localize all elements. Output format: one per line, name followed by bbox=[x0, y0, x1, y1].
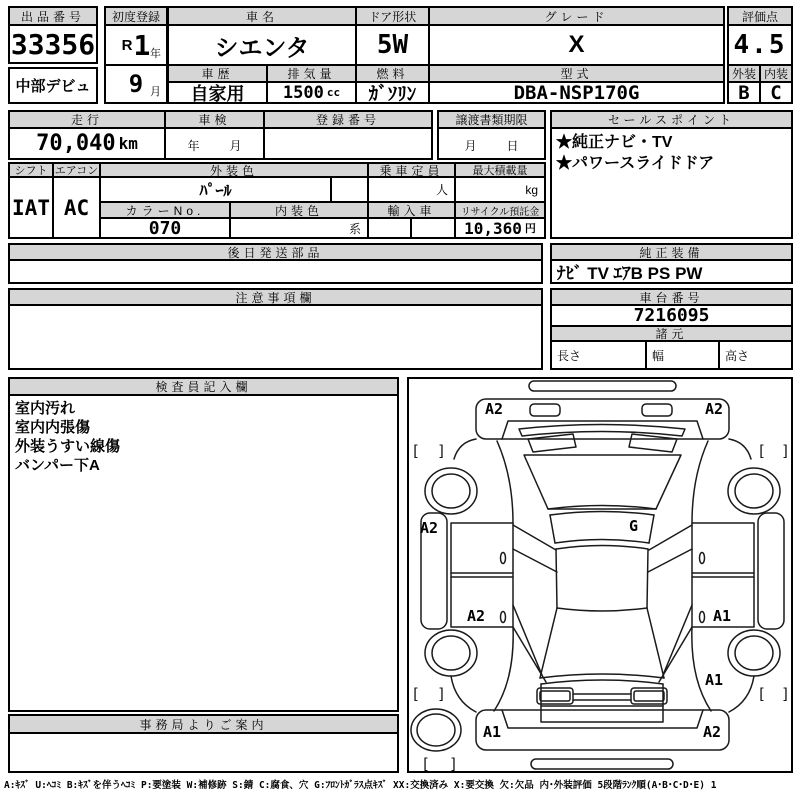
payload-value: kg bbox=[454, 176, 546, 203]
svg-text:]: ] bbox=[437, 685, 447, 703]
recycle-deposit-label: リサイクル預託金 bbox=[454, 201, 546, 219]
spec-width-cell: 幅 bbox=[645, 340, 720, 370]
svg-text:[: [ bbox=[757, 442, 767, 460]
shift-value: IAT bbox=[8, 176, 54, 239]
damage-mark-a2: A2 bbox=[467, 607, 486, 625]
damage-marks-layer bbox=[409, 379, 791, 771]
exterior-grade: B bbox=[727, 81, 761, 104]
interior-grade: C bbox=[759, 81, 793, 104]
inspector-note-line: バンパー下A bbox=[15, 457, 100, 474]
office-info-label: 事務局よりご案内 bbox=[8, 714, 399, 734]
reg-month-number: 9 bbox=[128, 70, 144, 98]
interior-color-value: 系 bbox=[229, 217, 369, 239]
damage-mark-a1: A1 bbox=[705, 671, 724, 689]
car-damage-diagram bbox=[407, 377, 793, 773]
score-label: 評価点 bbox=[727, 6, 793, 26]
svg-text:]: ] bbox=[437, 442, 447, 460]
factory-equipment-value: ﾅﾋﾞ TV ｴｱB PS PW bbox=[550, 259, 793, 284]
auction-number-value: 33356 bbox=[8, 24, 98, 64]
registration-number-value bbox=[263, 127, 433, 160]
svg-text:[: [ bbox=[757, 685, 767, 703]
recycle-unit: 円 bbox=[524, 222, 536, 235]
score-value: 4.5 bbox=[727, 24, 793, 66]
history-value: 自家用 bbox=[167, 81, 268, 104]
exterior-color-label: 外装色 bbox=[99, 162, 369, 178]
recycle-amount: 10,360 bbox=[464, 218, 522, 238]
inspector-notes-label: 検査員記入欄 bbox=[8, 377, 399, 396]
svg-text:]: ] bbox=[449, 755, 459, 771]
color-number-value: 070 bbox=[99, 217, 231, 239]
chassis-number-label: 車台番号 bbox=[550, 288, 793, 306]
shaken-value bbox=[164, 127, 265, 160]
first-registration-year bbox=[104, 24, 168, 66]
shaken-year-suffix: 年 bbox=[187, 139, 200, 153]
year-suffix: 年 bbox=[150, 48, 161, 60]
recycle-deposit-value bbox=[454, 217, 546, 239]
damage-mark-a2: A2 bbox=[420, 519, 439, 537]
svg-text:[: [ bbox=[421, 755, 431, 771]
fuel-value: ｶﾞｿﾘﾝ bbox=[355, 81, 430, 104]
interior-color-label: 内装色 bbox=[229, 201, 369, 219]
spec-length-cell: 長さ bbox=[550, 340, 647, 370]
mileage-number: 70,040 bbox=[36, 131, 116, 156]
later-parts-label: 後日発送部品 bbox=[8, 243, 543, 261]
door-shape-value: 5W bbox=[355, 24, 430, 66]
import-label: 輸入車 bbox=[367, 201, 456, 219]
damage-mark-g: G bbox=[629, 517, 639, 535]
inspector-note-line: 外装うすい線傷 bbox=[15, 438, 121, 455]
transfer-month-suffix: 月 bbox=[464, 139, 477, 153]
car-name-value: シエンタ bbox=[167, 24, 357, 66]
displacement-unit: cc bbox=[326, 86, 341, 99]
reg-year-number: 1 bbox=[133, 28, 151, 62]
later-parts-box bbox=[8, 259, 543, 284]
displacement-label: 排気量 bbox=[266, 64, 357, 83]
car-name-label: 車名 bbox=[167, 6, 357, 26]
exterior-label: 外装 bbox=[727, 64, 761, 83]
shaken-month-suffix: 月 bbox=[229, 139, 242, 153]
inspector-note-line: 室内内張傷 bbox=[15, 419, 91, 436]
chassis-number-value: 7216095 bbox=[550, 304, 793, 327]
mileage-label: 走行 bbox=[8, 110, 166, 129]
venue-value: 中部デビュ bbox=[8, 67, 98, 104]
model-code-value: DBA-NSP170G bbox=[428, 81, 725, 104]
displacement-number: 1500 bbox=[282, 82, 324, 103]
era-letter: R bbox=[121, 36, 133, 54]
color-number-label: カラーNo. bbox=[99, 201, 231, 219]
inspector-note-line: 室内汚れ bbox=[15, 400, 76, 417]
grade-label: グレード bbox=[428, 6, 725, 26]
capacity-label: 乗車定員 bbox=[367, 162, 456, 178]
damage-mark-a2: A2 bbox=[705, 400, 724, 418]
sales-point-line: ★純正ナビ・TV bbox=[556, 134, 673, 151]
factory-equipment-label: 純正装備 bbox=[550, 243, 793, 261]
import-cell-right bbox=[410, 217, 456, 239]
damage-mark-a1: A1 bbox=[713, 607, 732, 625]
caution-notes-label: 注意事項欄 bbox=[8, 288, 543, 306]
damage-mark-a1: A1 bbox=[483, 723, 502, 741]
inspector-notes-box bbox=[8, 394, 399, 712]
aircon-label: エアコン bbox=[52, 162, 101, 178]
payload-label: 最大積載量 bbox=[454, 162, 546, 178]
damage-code-legend: A:ｷｽﾞ U:ﾍｺﾐ B:ｷｽﾞを伴うﾍｺﾐ P:要塗装 W:補修跡 S:錆 C:腐食、穴 G:ﾌﾛﾝﾄｶﾞﾗｽ点ｷｽﾞ XX:交換済み X:要交換 欠:欠品 内･外装評価 5段階ﾗﾝｸ順(A･B･C･D･E) 1 bbox=[4, 780, 717, 791]
specs-label: 諸元 bbox=[550, 325, 793, 342]
transfer-docs-label: 譲渡書類期限 bbox=[437, 110, 546, 129]
svg-text:]: ] bbox=[781, 685, 791, 703]
shift-label: シフト bbox=[8, 162, 54, 178]
office-info-box bbox=[8, 732, 399, 773]
first-registration-month bbox=[104, 64, 168, 104]
model-code-label: 型式 bbox=[428, 64, 725, 83]
exterior-color-sub-cell bbox=[330, 176, 369, 203]
grade-value: X bbox=[428, 24, 725, 66]
month-suffix: 月 bbox=[150, 86, 161, 98]
damage-mark-a2: A2 bbox=[703, 723, 722, 741]
auction-number-label: 出品番号 bbox=[8, 6, 98, 26]
shaken-label: 車検 bbox=[164, 110, 265, 129]
transfer-docs-value bbox=[437, 127, 546, 160]
svg-text:[: [ bbox=[411, 685, 421, 703]
capacity-value: 人 bbox=[367, 176, 456, 203]
mileage-unit: km bbox=[118, 134, 138, 153]
import-cell-left bbox=[367, 217, 412, 239]
fuel-label: 燃料 bbox=[355, 64, 430, 83]
displacement-value bbox=[266, 81, 357, 104]
spec-height-cell: 高さ bbox=[718, 340, 793, 370]
svg-text:]: ] bbox=[781, 442, 791, 460]
history-label: 車歴 bbox=[167, 64, 268, 83]
exterior-color-value: ﾊﾟｰﾙ bbox=[99, 176, 332, 203]
svg-text:[: [ bbox=[411, 442, 421, 460]
sales-point-line: ★パワースライドドア bbox=[556, 155, 715, 172]
interior-label: 内装 bbox=[759, 64, 793, 83]
aircon-value: AC bbox=[52, 176, 101, 239]
sales-point-label: セールスポイント bbox=[550, 110, 793, 129]
damage-mark-a2: A2 bbox=[485, 400, 504, 418]
mileage-value bbox=[8, 127, 166, 160]
sales-point-box bbox=[550, 127, 793, 239]
caution-notes-box bbox=[8, 304, 543, 370]
transfer-day-suffix: 日 bbox=[506, 139, 519, 153]
registration-number-label: 登録番号 bbox=[263, 110, 433, 129]
first-registration-label: 初度登録 bbox=[104, 6, 168, 26]
door-shape-label: ドア形状 bbox=[355, 6, 430, 26]
